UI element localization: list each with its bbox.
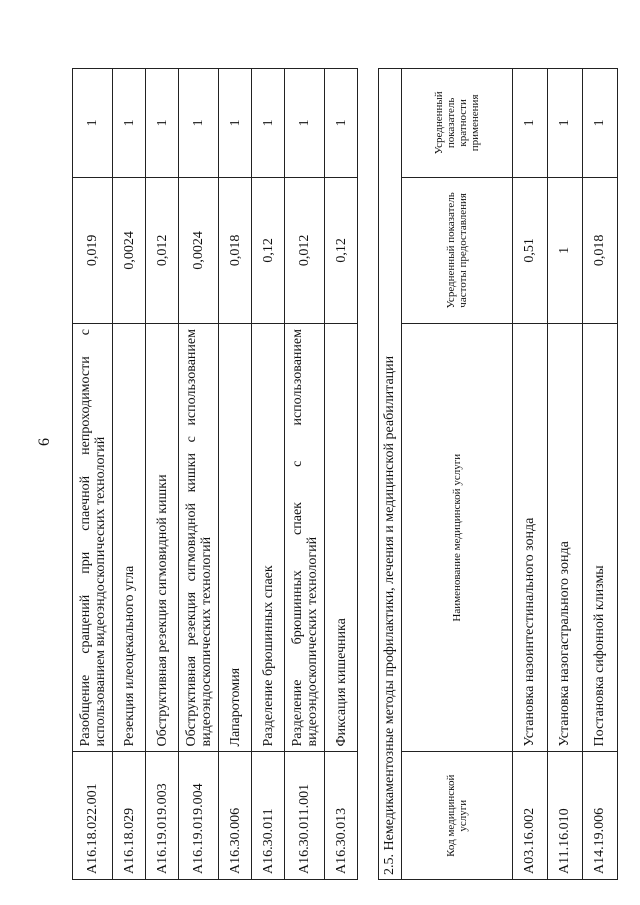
table-row: [548, 69, 583, 880]
service-name: Разделение брюшинных спаек с использованием видеоэндоскопических технологий: [285, 324, 325, 752]
service-code: A16.30.006: [219, 752, 252, 880]
service-code: A16.18.029: [113, 752, 146, 880]
multiplicity-value: 1: [179, 69, 219, 178]
multiplicity-value: 1: [583, 69, 618, 178]
multiplicity-value: 1: [73, 69, 113, 178]
table-header-row: [402, 69, 513, 880]
service-code: A16.19.019.004: [179, 752, 219, 880]
header-code: Код медицинской услуги: [402, 752, 513, 880]
service-name: Обструктивная резекция сигмовидной кишки с использованием видеоэндоскопических технологий: [179, 324, 219, 752]
multiplicity-value: 1: [285, 69, 325, 178]
frequency-value: 0,019: [73, 177, 113, 323]
service-name: Установка назогастрального зонда: [548, 324, 583, 752]
non-drug-methods-table: [401, 68, 618, 880]
table-row: [179, 69, 219, 880]
table-row: [219, 69, 252, 880]
service-name: Постановка сифонной клизмы: [583, 324, 618, 752]
service-code: A16.30.011: [252, 752, 285, 880]
service-code: A11.16.010: [548, 752, 583, 880]
service-code: A14.19.006: [583, 752, 618, 880]
service-code: A16.30.013: [325, 752, 358, 880]
section-title: 2.5. Немедикаментозные методы профилактики, лечения и медицинской реабилитации: [378, 68, 401, 880]
table-row: [73, 69, 113, 880]
rotated-document-content: [72, 68, 618, 880]
service-name: Лапаротомия: [219, 324, 252, 752]
multiplicity-value: 1: [219, 69, 252, 178]
frequency-value: 0,12: [252, 177, 285, 323]
multiplicity-value: 1: [252, 69, 285, 178]
multiplicity-value: 1: [325, 69, 358, 178]
table-row: [146, 69, 179, 880]
service-name: Резекция илеоцекального угла: [113, 324, 146, 752]
service-name: Разобщение сращений при спаечной непроходимости с использованием видеоэндоскопических технологий: [73, 324, 113, 752]
table-row: [583, 69, 618, 880]
service-name: Разделение брюшинных спаек: [252, 324, 285, 752]
service-name: Обструктивная резекция сигмовидной кишки: [146, 324, 179, 752]
page-number: 6: [36, 438, 53, 446]
table-row: [252, 69, 285, 880]
table-row: [513, 69, 548, 880]
table-row: [113, 69, 146, 880]
service-name: Фиксация кишечника: [325, 324, 358, 752]
header-frequency: Усредненный показатель частоты предоставления: [402, 177, 513, 323]
table-row: [325, 69, 358, 880]
header-multiplicity: Усредненный показатель кратности применения: [402, 69, 513, 178]
multiplicity-value: 1: [146, 69, 179, 178]
frequency-value: 0,0024: [113, 177, 146, 323]
frequency-value: 0,51: [513, 177, 548, 323]
frequency-value: 0,12: [325, 177, 358, 323]
frequency-value: 0,018: [219, 177, 252, 323]
multiplicity-value: 1: [113, 69, 146, 178]
frequency-value: 0,012: [146, 177, 179, 323]
service-code: A16.18.022.001: [73, 752, 113, 880]
table-row: [285, 69, 325, 880]
header-name: Наименование медицинской услуги: [402, 324, 513, 752]
multiplicity-value: 1: [513, 69, 548, 178]
service-code: A16.19.019.003: [146, 752, 179, 880]
service-code: A16.30.011.001: [285, 752, 325, 880]
frequency-value: 0,018: [583, 177, 618, 323]
frequency-value: 0,012: [285, 177, 325, 323]
surgical-services-table: [72, 68, 358, 880]
frequency-value: 0,0024: [179, 177, 219, 323]
multiplicity-value: 1: [548, 69, 583, 178]
service-code: A03.16.002: [513, 752, 548, 880]
service-name: Установка назоинтестинального зонда: [513, 324, 548, 752]
frequency-value: 1: [548, 177, 583, 323]
